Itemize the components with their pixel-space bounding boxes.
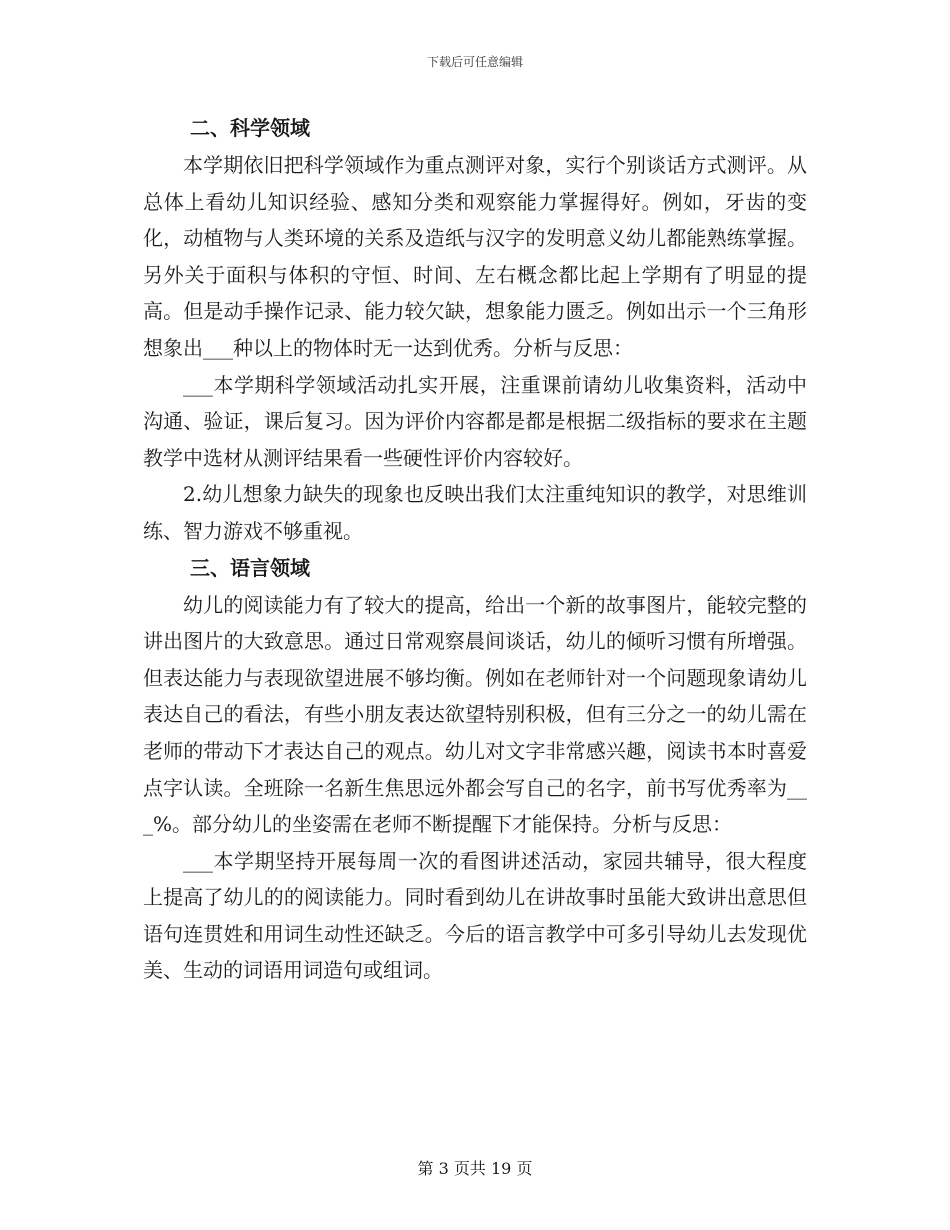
document-body — [143, 110, 807, 989]
paragraph: 本学期依旧把科学领域作为重点测评对象，实行个别谈话方式测评。从总体上看幼儿知识经验、感知分类和观察能力掌握得好。例如，牙齿的变化，动植物与人类环境的关系及造纸与汉字的发明意义幼儿都能熟练掌握。另外关于面积与体积的守恒、时间、左右概念都比起上学期有了明显的提高。但是动手操作记录、能力较欠缺，想象能力匮乏。例如出示一个三角形想象出___种以上的物体时无一达到优秀。分析与反思： — [143, 153, 807, 360]
paragraph: ___本学期坚持开展每周一次的看图讲述活动，家园共辅导，很大程度上提高了幼儿的的阅读能力。同时看到幼儿在讲故事时虽能大致讲出意思但语句连贯姓和用词生动性还缺乏。今后的语言教学中可多引导幼儿去发现优美、生动的词语用词造句或组词。 — [143, 848, 807, 983]
paragraph: ___本学期科学领域活动扎实开展，注重课前请幼儿收集资料，活动中沟通、验证，课后复习。因为评价内容都是都是根据二级指标的要求在主题教学中选材从测评结果看一些硬性评价内容较好。 — [143, 372, 807, 470]
section-heading: 二、科学领域 — [190, 116, 310, 140]
section-heading: 三、语言领域 — [190, 555, 310, 580]
paragraph: 幼儿的阅读能力有了较大的提高，给出一个新的故事图片，能较完整的讲出图片的大致意思。通过日常观察晨间谈话，幼儿的倾听习惯有所增强。但表达能力与表现欲望进展不够均衡。例如在老师针对一个问题现象请幼儿表达自己的看法，有些小朋友表达欲望特别积极，但有三分之一的幼儿需在老师的带动下才表达自己的观点。幼儿对文字非常感兴趣，阅读书本时喜爱点字认读。全班除一名新生焦思远外都会写自己的名字，前书写优秀率为___%。部分幼儿的坐姿需在老师不断提醒下才能保持。分析与反思： — [143, 592, 807, 837]
page-header-note: 下载后可任意编辑 — [426, 55, 523, 69]
paragraph: 2.幼儿想象力缺失的现象也反映出我们太注重纯知识的教学，对思维训练、智力游戏不够重视。 — [143, 482, 807, 543]
section-language — [143, 550, 807, 990]
section-science — [143, 110, 807, 550]
page-number: 第 3 页共 19 页 — [417, 1159, 533, 1178]
